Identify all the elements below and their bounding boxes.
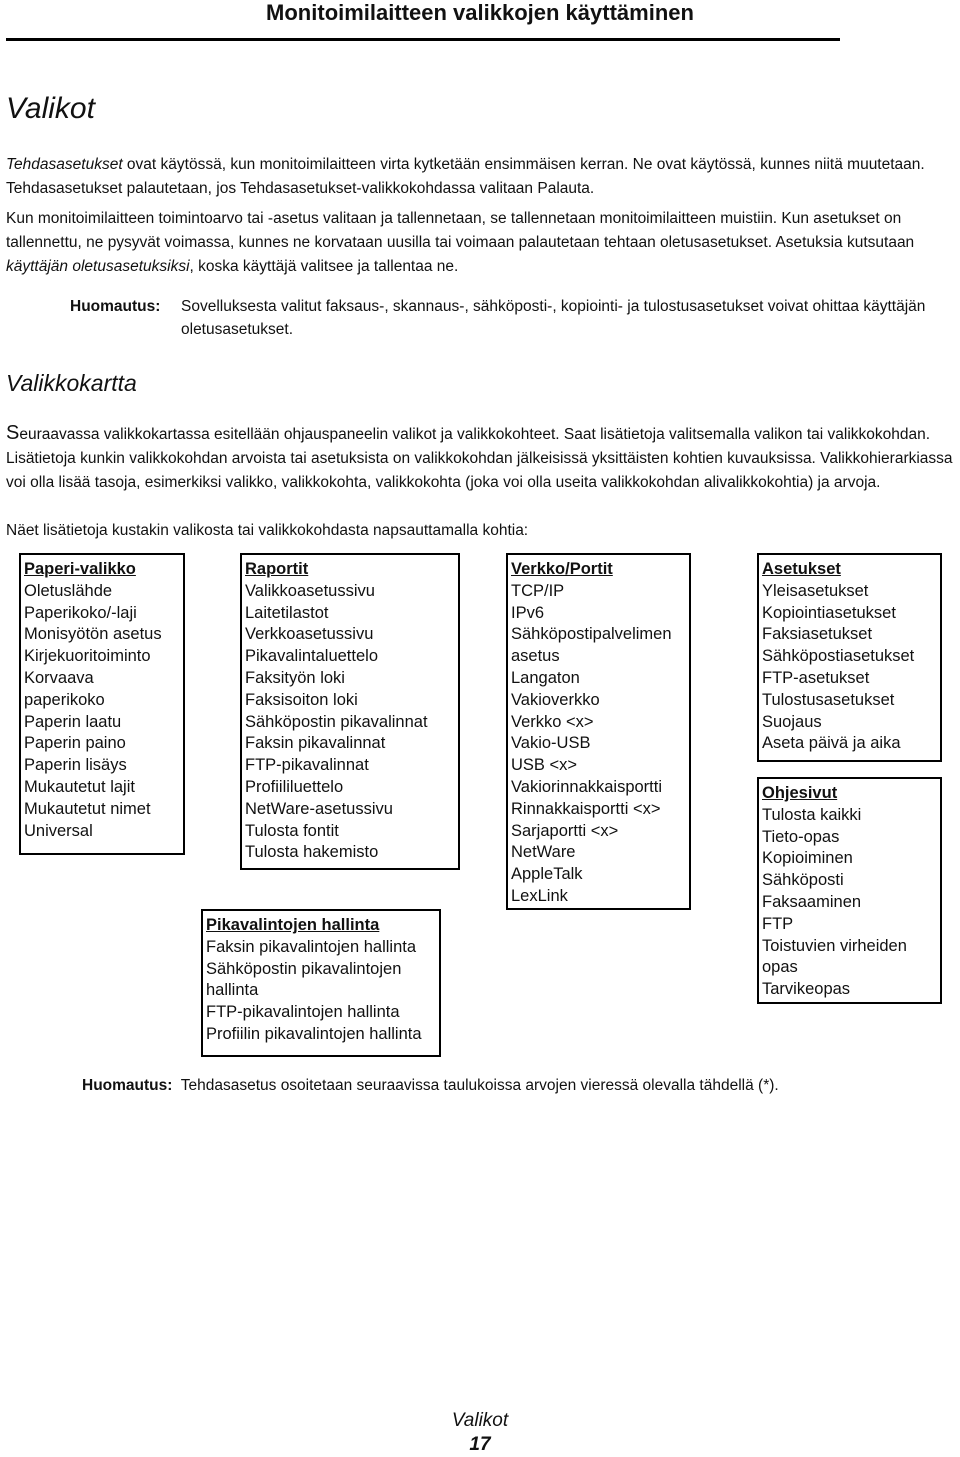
note-2-label: Huomautus: [82, 1077, 173, 1094]
menu-item[interactable]: Korvaava [24, 668, 94, 687]
menu-title-ohjesivut[interactable]: Ohjesivut [762, 784, 838, 802]
menu-title-asetukset[interactable]: Asetukset [762, 560, 841, 578]
menu-item[interactable]: Mukautetut lajit [24, 777, 135, 796]
menu-item[interactable]: Valikkoasetussivu [245, 581, 375, 600]
menu-item[interactable]: Verkko <x> [511, 712, 594, 731]
menu-item[interactable]: FTP-pikavalinnat [245, 756, 369, 775]
footer-section-label: Valikot [451, 1410, 509, 1431]
menu-item[interactable]: Universal [24, 821, 93, 840]
menu-item[interactable]: Sarjaportti <x> [511, 821, 619, 840]
menu-item[interactable]: Paperikoko/-laji [24, 603, 137, 622]
menu-item[interactable]: Vakiorinnakkaisportti [511, 777, 663, 796]
menu-item[interactable]: Faksin pikavalinnat [245, 734, 386, 753]
menu-list-pikavalinnat [206, 937, 439, 1046]
drop-cap: S [6, 422, 20, 444]
menu-item[interactable]: Sähköpostipalvelimen [511, 625, 672, 644]
menu-item[interactable]: opas [762, 958, 798, 977]
intro-text-1: ovat käytössä, kun monitoimilaitteen virta kytketään ensimmäisen kerran. Ne ovat käytössä, kunnes niitä muutetaan. Tehdasasetukset palautetaan, jos Tehdasasetukset-valikkokohdassa valitaan Palauta. [6, 156, 925, 197]
menu-item[interactable]: Oletuslähde [24, 581, 113, 600]
menu-item[interactable]: Pikavalintaluettelo [245, 647, 378, 666]
menu-item[interactable]: Monisyötön asetus [24, 625, 162, 644]
menu-list-ohjesivut [762, 805, 940, 1001]
note-1 [70, 295, 955, 341]
page-title: Valikot [6, 92, 95, 125]
menu-item[interactable]: Profiilin pikavalintojen hallinta [206, 1024, 422, 1043]
menu-item[interactable]: Tulosta fontit [245, 821, 339, 840]
intro-text-2-end: , koska käyttäjä valitsee ja tallentaa ne. [189, 258, 459, 275]
menu-item[interactable]: Kopiointiasetukset [762, 603, 896, 622]
menu-title-pikavalinnat[interactable]: Pikavalintojen hallinta [206, 916, 380, 934]
menu-item[interactable]: NetWare-asetussivu [245, 799, 393, 818]
intro-italic-term-2: käyttäjän oletusasetuksiksi [6, 258, 190, 275]
menu-item[interactable]: Faksaaminen [762, 892, 862, 911]
menu-list-paperi [24, 581, 183, 843]
menu-item[interactable]: Rinnakkaisportti <x> [511, 799, 661, 818]
menu-item[interactable]: Tieto-opas [762, 827, 840, 846]
menu-item[interactable]: Faksiasetukset [762, 625, 873, 644]
menu-item[interactable]: Sähköpostin pikavalintojen [206, 959, 402, 978]
intro-text-2: Kun monitoimilaitteen toimintoarvo tai -asetus valitaan ja tallennetaan, se tallennetaan monitoimilaitteen muistiin. Kun asetukset on tallennettu, ne pysyvät voimassa, kunnes ne korvataan uusilla tai voimaan palautetaan tehtaan oletusasetukset. Asetuksia kutsutaan [6, 210, 915, 251]
menu-item[interactable]: TCP/IP [511, 581, 565, 600]
menu-box-asetukset[interactable] [757, 553, 942, 762]
menu-item[interactable]: hallinta [206, 981, 259, 1000]
menu-item[interactable]: IPv6 [511, 603, 545, 622]
menu-item[interactable]: Paperin laatu [24, 712, 122, 731]
header-rule [6, 38, 840, 41]
menu-box-paperi[interactable] [19, 553, 185, 855]
menu-title-raportit[interactable]: Raportit [245, 560, 309, 578]
menu-item[interactable]: Verkkoasetussivu [245, 625, 374, 644]
menu-item[interactable]: AppleTalk [511, 865, 583, 884]
menu-item[interactable]: Toistuvien virheiden [762, 936, 907, 955]
menu-item[interactable]: Sähköpostin pikavalinnat [245, 712, 428, 731]
menu-item[interactable]: Tulosta kaikki [762, 805, 862, 824]
menu-item[interactable]: Vakio-USB [511, 734, 591, 753]
menu-item[interactable]: Kirjekuoritoiminto [24, 647, 151, 666]
intro-italic-term: Tehdasasetukset [6, 156, 123, 173]
menu-item[interactable]: Langaton [511, 668, 580, 687]
menu-item[interactable]: Tulostusasetukset [762, 690, 895, 709]
menu-title-verkko-portit[interactable]: Verkko/Portit [511, 560, 613, 578]
menu-item[interactable]: Faksisoiton loki [245, 690, 358, 709]
menu-item[interactable]: Paperin lisäys [24, 756, 127, 775]
menu-item[interactable]: LexLink [511, 886, 568, 905]
menu-item[interactable]: Tulosta hakemisto [245, 843, 379, 862]
menu-item[interactable]: Vakioverkko [511, 690, 600, 709]
menu-item[interactable]: Faksin pikavalintojen hallinta [206, 937, 417, 956]
menu-item[interactable]: Sähköposti [762, 871, 844, 890]
menu-box-pikavalinnat[interactable] [201, 909, 441, 1057]
section-heading: Valikkokartta [6, 370, 137, 396]
menu-box-verkko-portit[interactable] [506, 553, 691, 910]
menu-item[interactable]: NetWare [511, 843, 576, 862]
menu-box-raportit[interactable] [240, 553, 460, 870]
note-1-label: Huomautus: [70, 298, 161, 315]
menu-item[interactable]: FTP-pikavalintojen hallinta [206, 1003, 400, 1022]
menu-item[interactable]: Aseta päivä ja aika [762, 734, 901, 753]
menu-list-raportit [245, 581, 458, 864]
menu-item[interactable]: Faksityön loki [245, 668, 345, 687]
menu-box-ohjesivut[interactable] [757, 777, 942, 1004]
menu-list-asetukset [762, 581, 940, 755]
note-2 [82, 1074, 957, 1097]
intro-paragraph-2 [6, 207, 956, 279]
menu-item[interactable]: Tarvikeopas [762, 980, 851, 999]
intro-paragraph-1 [6, 153, 956, 201]
menu-item[interactable]: Profiililuettelo [245, 777, 344, 796]
menu-item[interactable]: USB <x> [511, 756, 578, 775]
menu-list-verkko-portit [511, 581, 689, 908]
menu-item[interactable]: paperikoko [24, 690, 105, 709]
map-intro-text: euraavassa valikkokartassa esitellään ohjauspaneelin valikot ja valikkokohteet. Saat lisätietoja valitsemalla valikon tai valikkokohdan. Lisätietoja kunkin valikkokohdan arvoista tai asetuksista on valikkokohdan jälkeisissä yksittäisten kohtien kuvauksissa. Valikkohierarkiassa voi olla lisää tasoja, esimerkiksi valikko, valikkokohta, valikkokohta (joka voi olla useita valikkokohdan alivalikkokohtia) ja arvoja. [6, 426, 953, 491]
menu-item[interactable]: FTP [762, 914, 794, 933]
menu-item[interactable]: Sähköpostiasetukset [762, 647, 915, 666]
menu-item[interactable]: Laitetilastot [245, 603, 329, 622]
menu-item[interactable]: Suojaus [762, 712, 822, 731]
menu-item[interactable]: Yleisasetukset [762, 581, 869, 600]
page-header-title: Monitoimilaitteen valikkojen käyttäminen [266, 0, 694, 25]
menu-item[interactable]: asetus [511, 647, 560, 666]
menu-item[interactable]: Paperin paino [24, 734, 126, 753]
menu-title-paperi[interactable]: Paperi-valikko [24, 560, 136, 578]
menu-item[interactable]: Mukautetut nimet [24, 799, 151, 818]
footer-page-number: 17 [469, 1434, 491, 1455]
menu-item[interactable]: FTP-asetukset [762, 668, 870, 687]
note-2-text: Tehdasasetus osoitetaan seuraavissa taulukoissa arvojen vieressä olevalla tähdellä (*). [180, 1077, 779, 1094]
map-intro-paragraph [6, 421, 956, 495]
menu-item[interactable]: Kopioiminen [762, 849, 853, 868]
note-1-text: Sovelluksesta valitut faksaus-, skannaus-, sähköposti-, kopiointi- ja tulostusasetukset voivat ohittaa käyttäjän oletusasetukset. [181, 298, 926, 338]
map-intro-instruction: Näet lisätietoja kustakin valikosta tai valikkokohdasta napsauttamalla kohtia: [6, 522, 529, 539]
